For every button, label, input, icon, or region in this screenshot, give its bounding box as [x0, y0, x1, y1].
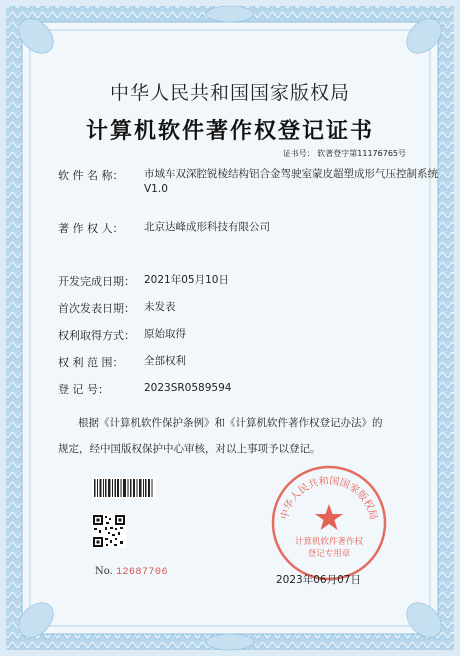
field-label: 著 作 权 人： — [58, 222, 124, 235]
field-value: 2021年05月10日 — [144, 274, 229, 286]
software-name-text: 市域车双深腔锐棱结构铝合金驾驶室蒙皮超塑成形气压控制系统 — [144, 168, 438, 180]
seal-ring-text: 中华人民共和国国家版权局 — [279, 475, 379, 521]
serial-prefix: No. — [95, 566, 113, 577]
certificate-number: 证书号： 软著登字第11176765号 — [282, 149, 406, 158]
official-seal-icon — [270, 464, 388, 582]
statement-line-2: 规定，经中国版权保护中心审核，对以上事项予以登记。 — [58, 443, 321, 455]
serial-number-value: 12687706 — [115, 567, 168, 578]
field-label: 软 件 名 称： — [58, 169, 124, 182]
field-value: 2023SR0589594 — [144, 382, 232, 394]
seal-line-1: 计算机软件著作权 — [294, 537, 364, 547]
field-label: 权利取得方式： — [58, 329, 135, 342]
barcode-icon — [92, 477, 156, 499]
field-label: 开发完成日期： — [58, 275, 135, 288]
field-value: 原始取得 — [144, 328, 186, 340]
statement-line-1: 根据《计算机软件保护条例》和《计算机软件著作权登记办法》的 — [78, 417, 383, 429]
issue-date: 2023年06月07日 — [276, 574, 361, 586]
seal-line-2: 登记专用章 — [307, 549, 351, 559]
certificate-title: 计算机软件著作权登记证书 — [85, 118, 374, 144]
qr-code-icon — [92, 514, 126, 548]
software-version: V1.0 — [144, 183, 168, 195]
serial-number — [95, 566, 168, 578]
field-value: 全部权利 — [144, 355, 186, 367]
field-value — [144, 167, 456, 197]
field-label: 权 利 范 围： — [58, 356, 124, 369]
field-label: 登 记 号： — [58, 383, 109, 396]
field-value: 北京达峰成形科技有限公司 — [144, 221, 270, 233]
field-value: 未发表 — [144, 301, 176, 313]
field-label: 首次发表日期： — [58, 302, 135, 315]
issuer-title: 中华人民共和国国家版权局 — [109, 82, 350, 104]
